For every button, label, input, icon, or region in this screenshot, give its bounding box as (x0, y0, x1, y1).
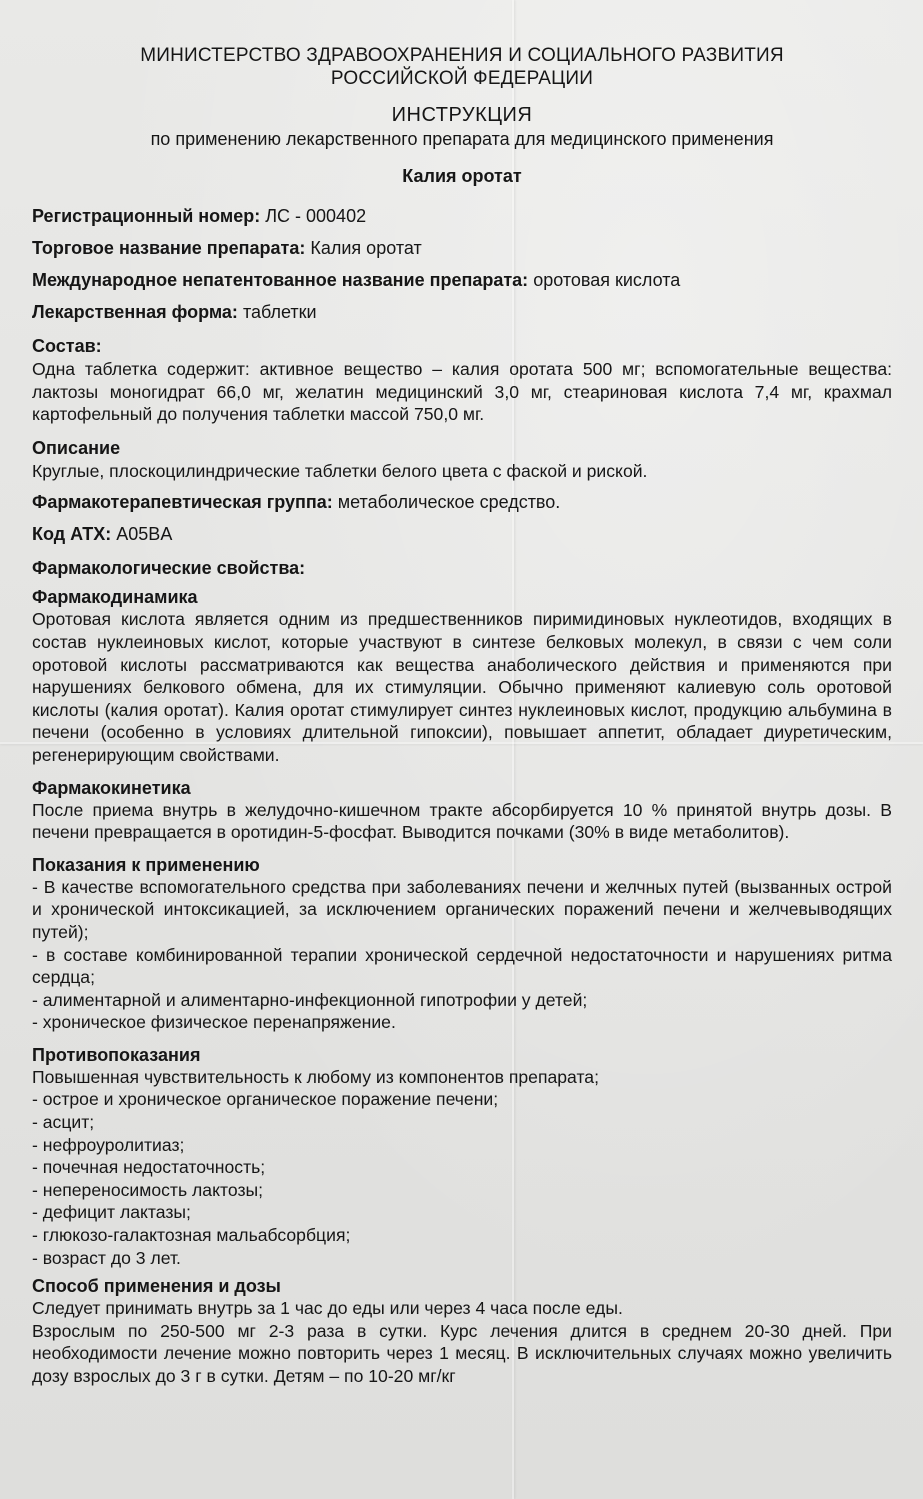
dosage-text-2: Взрослым по 250-500 мг 2-3 раза в сутки. Курс лечения длится в среднем 20-30 дней. При необходимости лечение можно повторить через 1 месяц. В исключительных случаях можно увеличить дозу взрослых до 3 г в сутки. Детям – по 10-20 мг/кг (32, 1320, 892, 1386)
trade-name (32, 236, 892, 260)
inn-value: оротовая кислота (528, 270, 681, 290)
list-item: - возраст до 3 лет. (32, 1247, 181, 1268)
list-item: - асцит; (32, 1112, 95, 1133)
list-item: - алиментарной и алиментарно-инфекционной гипотрофии у детей; (32, 989, 588, 1010)
description-text: Круглые, плоскоцилиндрические таблетки белого цвета с фаской и риской. (32, 460, 648, 481)
list-item: - глюкозо-галактозная мальабсорбция; (32, 1225, 351, 1246)
pharmacotherapeutic-group (32, 490, 892, 514)
list-item: - почечная недостаточность; (32, 1157, 266, 1178)
dosage-form (32, 300, 892, 324)
atc-label: Код АТХ: (32, 524, 112, 545)
registration-number (32, 204, 892, 228)
list-item: - непереносимость лактозы; (32, 1179, 264, 1200)
pharmacokinetics-heading: Фармакокинетика (32, 777, 191, 798)
trade-name-value: Калия оротат (305, 238, 422, 258)
registration-value: ЛС - 000402 (260, 206, 367, 226)
atc-value: A05BA (111, 524, 173, 545)
composition-heading: Состав: (32, 336, 102, 356)
inn-label: Международное непатентованное название препарата: (32, 270, 529, 290)
indications-heading: Показания к применению (32, 854, 260, 875)
list-item: - хроническое физическое перенапряжение. (32, 1012, 396, 1033)
indications-list (32, 876, 892, 1034)
dosage-form-label: Лекарственная форма: (32, 302, 238, 322)
contraindications-heading: Противопоказания (32, 1044, 201, 1065)
pharmacodynamics-heading: Фармакодинамика (32, 587, 198, 608)
description-heading: Описание (32, 437, 121, 458)
contraindications-list (32, 1066, 892, 1269)
ministry-header (32, 44, 892, 90)
document-body (32, 40, 892, 1388)
list-item: Повышенная чувствительность к любому из компонентов препарата; (32, 1066, 599, 1087)
drug-name: Калия оротат (402, 166, 522, 186)
document-subtitle: по применению лекарственного препарата для медицинского применения (150, 129, 774, 149)
list-item: - острое и хроническое органическое поражение печени; (32, 1089, 499, 1110)
list-item: - дефицит лактазы; (32, 1202, 191, 1223)
pharm-group-value: метаболическое средство. (332, 492, 561, 513)
inn-name (32, 268, 892, 292)
composition-text: Одна таблетка содержит: активное вещество – калия оротата 500 мг; вспомогательные вещества: лактозы моногидрат 66,0 мг, желатин медицинский 3,0 мг, стеариновая кислота 7,4 мг, крахмал картофельный до получения таблетки массой 750,0 мг. (32, 359, 892, 425)
atc-code (32, 522, 892, 546)
list-item: - В качестве вспомогательного средства при заболеваниях печени и желчных путей (вызванных острой и хронической интоксикацией, за исключением органических поражений печени и желчевыводящих путей); (32, 876, 892, 942)
dosage-form-value: таблетки (237, 302, 317, 322)
pharmacology-heading: Фармакологические свойства: (32, 558, 306, 579)
trade-name-label: Торговое название препарата: (32, 238, 306, 258)
dosage-text-1: Следует принимать внутрь за 1 час до еды или через 4 часа после еды. (32, 1298, 623, 1319)
list-item: - нефроуролитиаз; (32, 1134, 185, 1155)
dosage-heading: Способ применения и дозы (32, 1276, 281, 1297)
ministry-line-1: МИНИСТЕРСТВО ЗДРАВООХРАНЕНИЯ И СОЦИАЛЬНОГО РАЗВИТИЯ (140, 45, 784, 66)
pharm-group-label: Фармакотерапевтическая группа: (32, 492, 333, 513)
ministry-line-2: РОССИЙСКОЙ ФЕДЕРАЦИИ (330, 68, 594, 89)
pharmacokinetics-text: После приема внутрь в желудочно-кишечном тракте абсорбируется 10 % принятой внутрь дозы. В печени превращается в оротидин-5-фосфат. Выводится почками (30% в виде метаболитов). (32, 799, 892, 843)
pharmacodynamics-text: Оротовая кислота является одним из предшественников пиримидиновых нуклеотидов, входящих в состав нуклеиновых кислот, которые участвуют в синтезе белковых молекул, в связи с чем соли оротовой кислоты рассматриваются как вещества анаболического действия и применяются при нарушениях белкового обмена, для их стимуляции. Обычно применяют калиевую соль оротовой кислоты (калия оротат). Калия оротат стимулирует синтез нуклеиновых кислот, продукцию альбумина в печени (особенно в условиях длительной гипоксии), повышает аппетит, обладает диуретическим, регенерирующим свойствами. (32, 609, 892, 765)
registration-label: Регистрационный номер: (32, 206, 261, 226)
document-title: ИНСТРУКЦИЯ (391, 104, 533, 126)
list-item: - в составе комбинированной терапии хронической сердечной недостаточности и нарушениях ритма сердца; (32, 944, 892, 988)
